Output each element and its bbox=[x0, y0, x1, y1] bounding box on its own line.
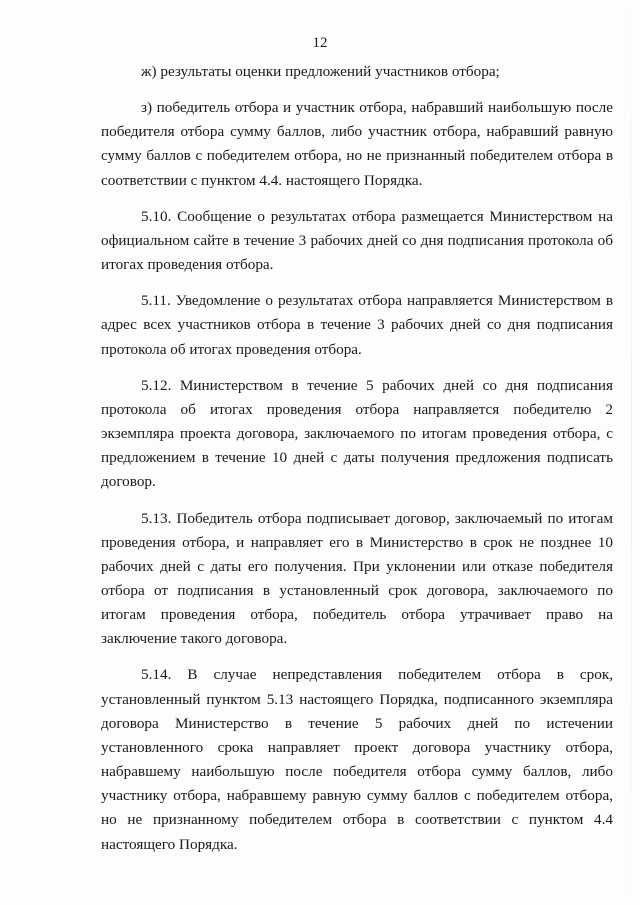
paragraph-5-14: 5.14. В случае непредставления победителем отбора в срок, установленный пунктом 5.13 настоящего Порядка, подписанного экземпляра договора Министерство в течение 5 рабочих дней по истечении установленного срока направляет проект договора участнику отбора, набравшему наибольшую после победителя отбора сумму баллов, либо участнику отбора, набравшему равную сумму баллов с победителем отбора, но не признанному победителем отбора в соответствии с пунктом 4.4 настоящего Порядка. bbox=[101, 666, 613, 853]
document-body bbox=[101, 60, 613, 857]
paragraph-5-12: 5.12. Министерством в течение 5 рабочих дней со дня подписания протокола об итогах проведения отбора направляется победителю 2 экземпляра проекта договора, заключаемого по итогам проведения отбора, с предложением в течение 10 дней с даты получения предложения подписать договор. bbox=[101, 376, 613, 491]
page-number: 12 bbox=[312, 35, 328, 51]
scan-edge-shadow bbox=[631, 0, 632, 905]
paragraph-item-z: з) победитель отбора и участник отбора, набравший наибольшую после победителя отбора сумму баллов, либо участник отбора, набравший равную сумму баллов с победителем отбора, но не признанный победителем отбора в соответствии с пунктом 4.4. настоящего Порядка. bbox=[101, 99, 613, 189]
paragraph-item-zh: ж) результаты оценки предложений участников отбора; bbox=[141, 63, 500, 80]
paragraph-5-13: 5.13. Победитель отбора подписывает договор, заключаемый по итогам проведения отбора, и направляет его в Министерство в срок не позднее 10 рабочих дней с даты его получения. При уклонении или отказе победителя отбора от подписания в установленный срок договора, заключаемого по итогам проведения отбора, победитель отбора утрачивает право на заключение такого договора. bbox=[101, 509, 613, 648]
paragraph-5-10: 5.10. Сообщение о результатах отбора размещается Министерством на официальном сайте в течение 3 рабочих дней со дня подписания протокола об итогах проведения отбора. bbox=[101, 207, 613, 274]
paragraph-5-11: 5.11. Уведомление о результатах отбора направляется Министерством в адрес всех участников отбора в течение 3 рабочих дней со дня подписания протокола об итогах проведения отбора. bbox=[101, 292, 613, 358]
